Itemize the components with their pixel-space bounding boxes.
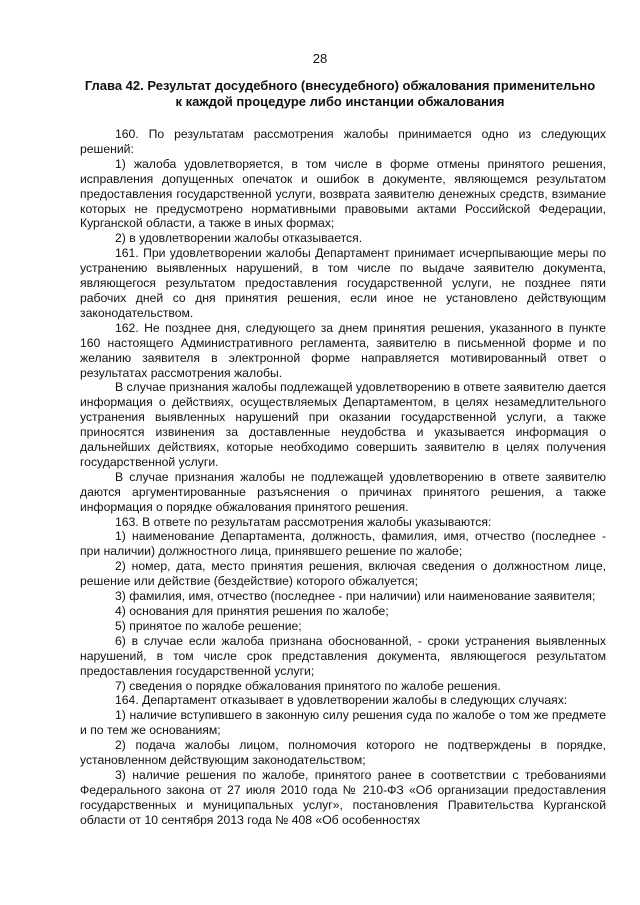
paragraph-163-item-2: 2) номер, дата, место принятия решения, включая сведения о должностном лице, решение или действие (бездействие) которого обжалуется;: [80, 559, 606, 589]
paragraph-163-item-3: 3) фамилия, имя, отчество (последнее - при наличии) или наименование заявителя;: [115, 589, 596, 604]
paragraph-164: 164. Департамент отказывает в удовлетворении жалобы в следующих случаях:: [115, 693, 568, 708]
paragraph-163: 163. В ответе по результатам рассмотрения жалобы указываются:: [115, 514, 492, 529]
paragraph-163-item-7: 7) сведения о порядке обжалования принятого по жалобе решения.: [115, 678, 501, 693]
paragraph-162-rejected: В случае признания жалобы не подлежащей удовлетворению в ответе заявителю даются аргументированные разъяснения о причинах принятого решения, а также информация о порядке обжалования принятого решения.: [80, 469, 606, 514]
paragraph-163-item-4: 4) основания для принятия решения по жалобе;: [115, 604, 389, 618]
paragraph-160-item-1: 1) жалоба удовлетворяется, в том числе в форме отмены принятого решения, исправления допущенных опечаток и ошибок в документе, являющемся результатом предоставления государственной услуги, возврата заявителю денежных средств, взимание которых не предусмотрено нормативными правовыми актами Российской Федерации, Курганской области, а также в иных формах;: [80, 156, 606, 231]
paragraph-161: 161. При удовлетворении жалобы Департамент принимает исчерпывающие меры по устранению выявленных нарушений, в том числе по выдаче заявителю документа, являющегося результатом предоставления государственной услуги, не позднее пяти рабочих дней со дня принятия решения, если иное не установлено действующим законодательством.: [80, 246, 606, 320]
paragraph-160: 160. По результатам рассмотрения жалобы принимается одно из следующих решений:: [80, 127, 606, 156]
paragraph-160-item-2: 2) в удовлетворении жалобы отказывается.: [115, 231, 363, 246]
paragraph-163-item-5: 5) принятое по жалобе решение;: [115, 618, 302, 633]
body-text: [80, 127, 606, 828]
paragraph-164-item-1: 1) наличие вступившего в законную силу решения суда по жалобе о том же предмете и по тем же основаниям;: [80, 708, 606, 738]
paragraph-162-satisfied: В случае признания жалобы подлежащей удовлетворению в ответе заявителю дается информация о действиях, осуществляемых Департаментом, в целях незамедлительного устранения выявленных нарушений при оказании государственной услуги, а также приносятся извинения за доставленные неудобства и указывается информация о дальнейших действиях, которые необходимо совершить заявителю в целях получения государственной услуги.: [80, 380, 606, 469]
paragraph-164-item-3: 3) наличие решения по жалобе, принятого ранее в соответствии с требованиями Федерального закона от 27 июля 2010 года № 210-ФЗ «Об организации предоставления государственных и муниципальных услуг», постановления Правительства Курганской области от 10 сентября 2013 года № 408 «Об особенностях: [80, 767, 606, 827]
paragraph-163-item-6: 6) в случае если жалоба признана обоснованной, - сроки устранения выявленных нарушений, в том числе срок представления документа, являющегося результатом предоставления государственной услуги;: [80, 633, 606, 678]
paragraph-162: 162. Не позднее дня, следующего за днем принятия решения, указанного в пункте 160 настоящего Административного регламента, заявителю в письменной форме и по желанию заявителя в электронной форме направляется мотивированный ответ о результатах рассмотрения жалобы.: [80, 320, 606, 380]
paragraph-164-item-2: 2) подача жалобы лицом, полномочия которого не подтверждены в порядке, установленном действующим законодательством;: [80, 738, 606, 768]
paragraph-163-item-1: 1) наименование Департамента, должность, фамилия, имя, отчество (последнее - при наличии) должностного лица, принявшего решение по жалобе;: [80, 529, 606, 559]
chapter-title: Глава 42. Результат досудебного (внесудебного) обжалования применительно к каждой процедуре либо инстанции обжалования: [84, 78, 596, 109]
page-number: 28: [312, 51, 328, 66]
